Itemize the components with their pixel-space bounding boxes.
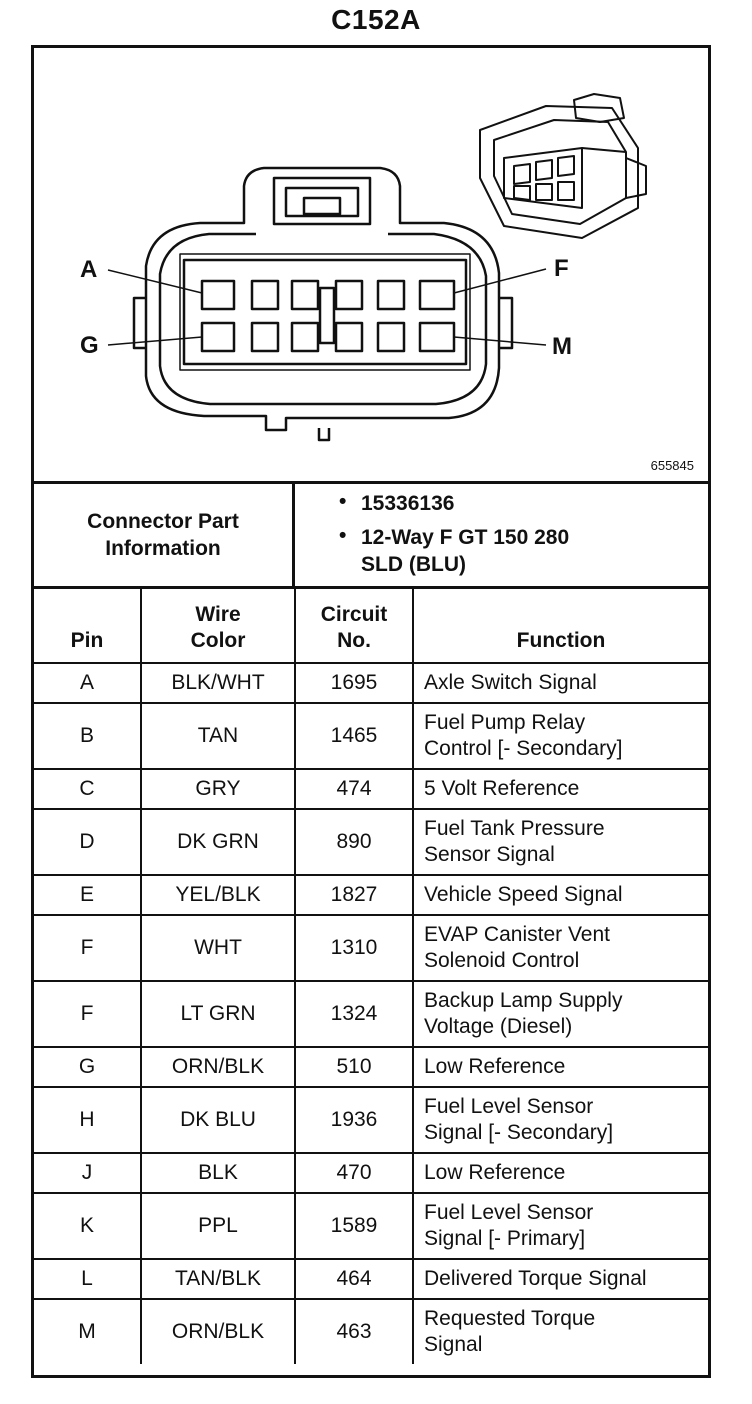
bullet-icon: • xyxy=(339,490,347,513)
function-line: Voltage (Diesel) xyxy=(424,1015,573,1038)
function-line: Signal [- Secondary] xyxy=(424,1121,614,1144)
circuit-cell: 1695 xyxy=(295,663,413,703)
connector-info-label-line2: Information xyxy=(105,537,221,560)
connector-description-line1: 12-Way F GT 150 280 xyxy=(361,526,570,549)
wire-color-cell: GRY xyxy=(141,769,295,809)
wire-color-cell: WHT xyxy=(141,915,295,981)
pin-cell: J xyxy=(34,1153,141,1193)
connector-diagram xyxy=(34,48,708,484)
header-pin: Pin xyxy=(34,586,141,663)
function-line: 5 Volt Reference xyxy=(424,777,580,800)
function-cell xyxy=(413,1153,708,1193)
circuit-cell: 463 xyxy=(295,1299,413,1364)
connector-part-info xyxy=(34,484,708,589)
table-row xyxy=(34,1153,708,1193)
connector-info-label xyxy=(34,484,295,586)
function-cell xyxy=(413,875,708,915)
pin-label-g: G xyxy=(80,332,99,359)
wire-color-cell: PPL xyxy=(141,1193,295,1259)
pin-cell: G xyxy=(34,1047,141,1087)
connector-description-line2: SLD (BLU) xyxy=(361,553,466,576)
function-line: Vehicle Speed Signal xyxy=(424,883,623,906)
function-line: Low Reference xyxy=(424,1161,566,1184)
circuit-cell: 470 xyxy=(295,1153,413,1193)
pin-cell: F xyxy=(34,915,141,981)
connector-sheet xyxy=(31,45,711,1378)
connector-info-label-line1: Connector Part xyxy=(87,510,239,533)
table-row xyxy=(34,981,708,1047)
circuit-cell: 474 xyxy=(295,769,413,809)
function-line: Axle Switch Signal xyxy=(424,671,597,694)
table-row xyxy=(34,769,708,809)
function-line: Fuel Pump Relay xyxy=(424,711,586,734)
pinout-rows xyxy=(34,663,708,1364)
wire-color-cell: TAN xyxy=(141,703,295,769)
page-title: C152A xyxy=(331,4,421,35)
part-number: 15336136 xyxy=(361,492,455,515)
table-row xyxy=(34,1087,708,1153)
function-line: EVAP Canister Vent xyxy=(424,923,610,946)
connector-face-drawing xyxy=(34,48,708,481)
function-line: Requested Torque xyxy=(424,1307,596,1330)
table-row xyxy=(34,915,708,981)
circuit-cell: 1936 xyxy=(295,1087,413,1153)
function-line: Signal xyxy=(424,1333,483,1356)
pin-cell: C xyxy=(34,769,141,809)
figure-id: 655845 xyxy=(650,458,694,473)
pin-cell: H xyxy=(34,1087,141,1153)
bottom-key xyxy=(319,428,329,440)
circuit-cell: 890 xyxy=(295,809,413,875)
table-header-row xyxy=(34,586,708,663)
pin-cell: F xyxy=(34,981,141,1047)
circuit-cell: 1465 xyxy=(295,703,413,769)
circuit-cell: 1827 xyxy=(295,875,413,915)
table-row xyxy=(34,1047,708,1087)
function-cell xyxy=(413,1259,708,1299)
pin-cavity xyxy=(184,260,466,364)
pin-cell: K xyxy=(34,1193,141,1259)
function-cell xyxy=(413,981,708,1047)
table-row xyxy=(34,875,708,915)
bullet-icon: • xyxy=(339,524,347,547)
function-line: Low Reference xyxy=(424,1055,566,1078)
table-row xyxy=(34,703,708,769)
function-cell xyxy=(413,1087,708,1153)
housing-outline xyxy=(146,168,499,430)
function-line: Fuel Level Sensor xyxy=(424,1095,594,1118)
pin-label-a: A xyxy=(80,256,98,283)
function-line: Fuel Tank Pressure xyxy=(424,817,605,840)
function-cell xyxy=(413,1047,708,1087)
wire-color-cell: LT GRN xyxy=(141,981,295,1047)
wire-color-cell: ORN/BLK xyxy=(141,1047,295,1087)
function-cell xyxy=(413,703,708,769)
pin-cell: L xyxy=(34,1259,141,1299)
connector-info-values xyxy=(295,484,708,586)
function-cell xyxy=(413,809,708,875)
circuit-cell: 510 xyxy=(295,1047,413,1087)
function-cell xyxy=(413,1299,708,1364)
function-cell xyxy=(413,769,708,809)
circuit-cell: 1589 xyxy=(295,1193,413,1259)
table-row xyxy=(34,1193,708,1259)
function-line: Solenoid Control xyxy=(424,949,580,972)
header-wire-color: Wire Color xyxy=(141,586,295,663)
circuit-cell: 1310 xyxy=(295,915,413,981)
wire-color-cell: DK BLU xyxy=(141,1087,295,1153)
table-row xyxy=(34,1259,708,1299)
function-cell xyxy=(413,915,708,981)
table-row xyxy=(34,663,708,703)
function-cell xyxy=(413,1193,708,1259)
function-line: Backup Lamp Supply xyxy=(424,989,623,1012)
function-line: Sensor Signal xyxy=(424,843,555,866)
function-line: Delivered Torque Signal xyxy=(424,1267,647,1290)
wire-color-cell: YEL/BLK xyxy=(141,875,295,915)
pin-label-m: M xyxy=(552,333,572,360)
pin-cell: B xyxy=(34,703,141,769)
table-row xyxy=(34,809,708,875)
function-line: Signal [- Primary] xyxy=(424,1227,586,1250)
header-function: Function xyxy=(413,586,708,663)
pin-cell: M xyxy=(34,1299,141,1364)
pin-label-f: F xyxy=(554,255,569,282)
table-row xyxy=(34,1299,708,1364)
pin-cell: E xyxy=(34,875,141,915)
circuit-cell: 1324 xyxy=(295,981,413,1047)
wire-color-cell: TAN/BLK xyxy=(141,1259,295,1299)
wire-color-cell: DK GRN xyxy=(141,809,295,875)
pinout-table xyxy=(34,586,708,1364)
pin-cell: D xyxy=(34,809,141,875)
connector-isometric-view xyxy=(480,94,646,238)
circuit-cell: 464 xyxy=(295,1259,413,1299)
wire-color-cell: BLK/WHT xyxy=(141,663,295,703)
pin-cell: A xyxy=(34,663,141,703)
function-line: Fuel Level Sensor xyxy=(424,1201,594,1224)
wire-color-cell: BLK xyxy=(141,1153,295,1193)
header-circuit-no: Circuit No. xyxy=(295,586,413,663)
function-line: Control [- Secondary] xyxy=(424,737,623,760)
wire-color-cell: ORN/BLK xyxy=(141,1299,295,1364)
function-cell xyxy=(413,663,708,703)
